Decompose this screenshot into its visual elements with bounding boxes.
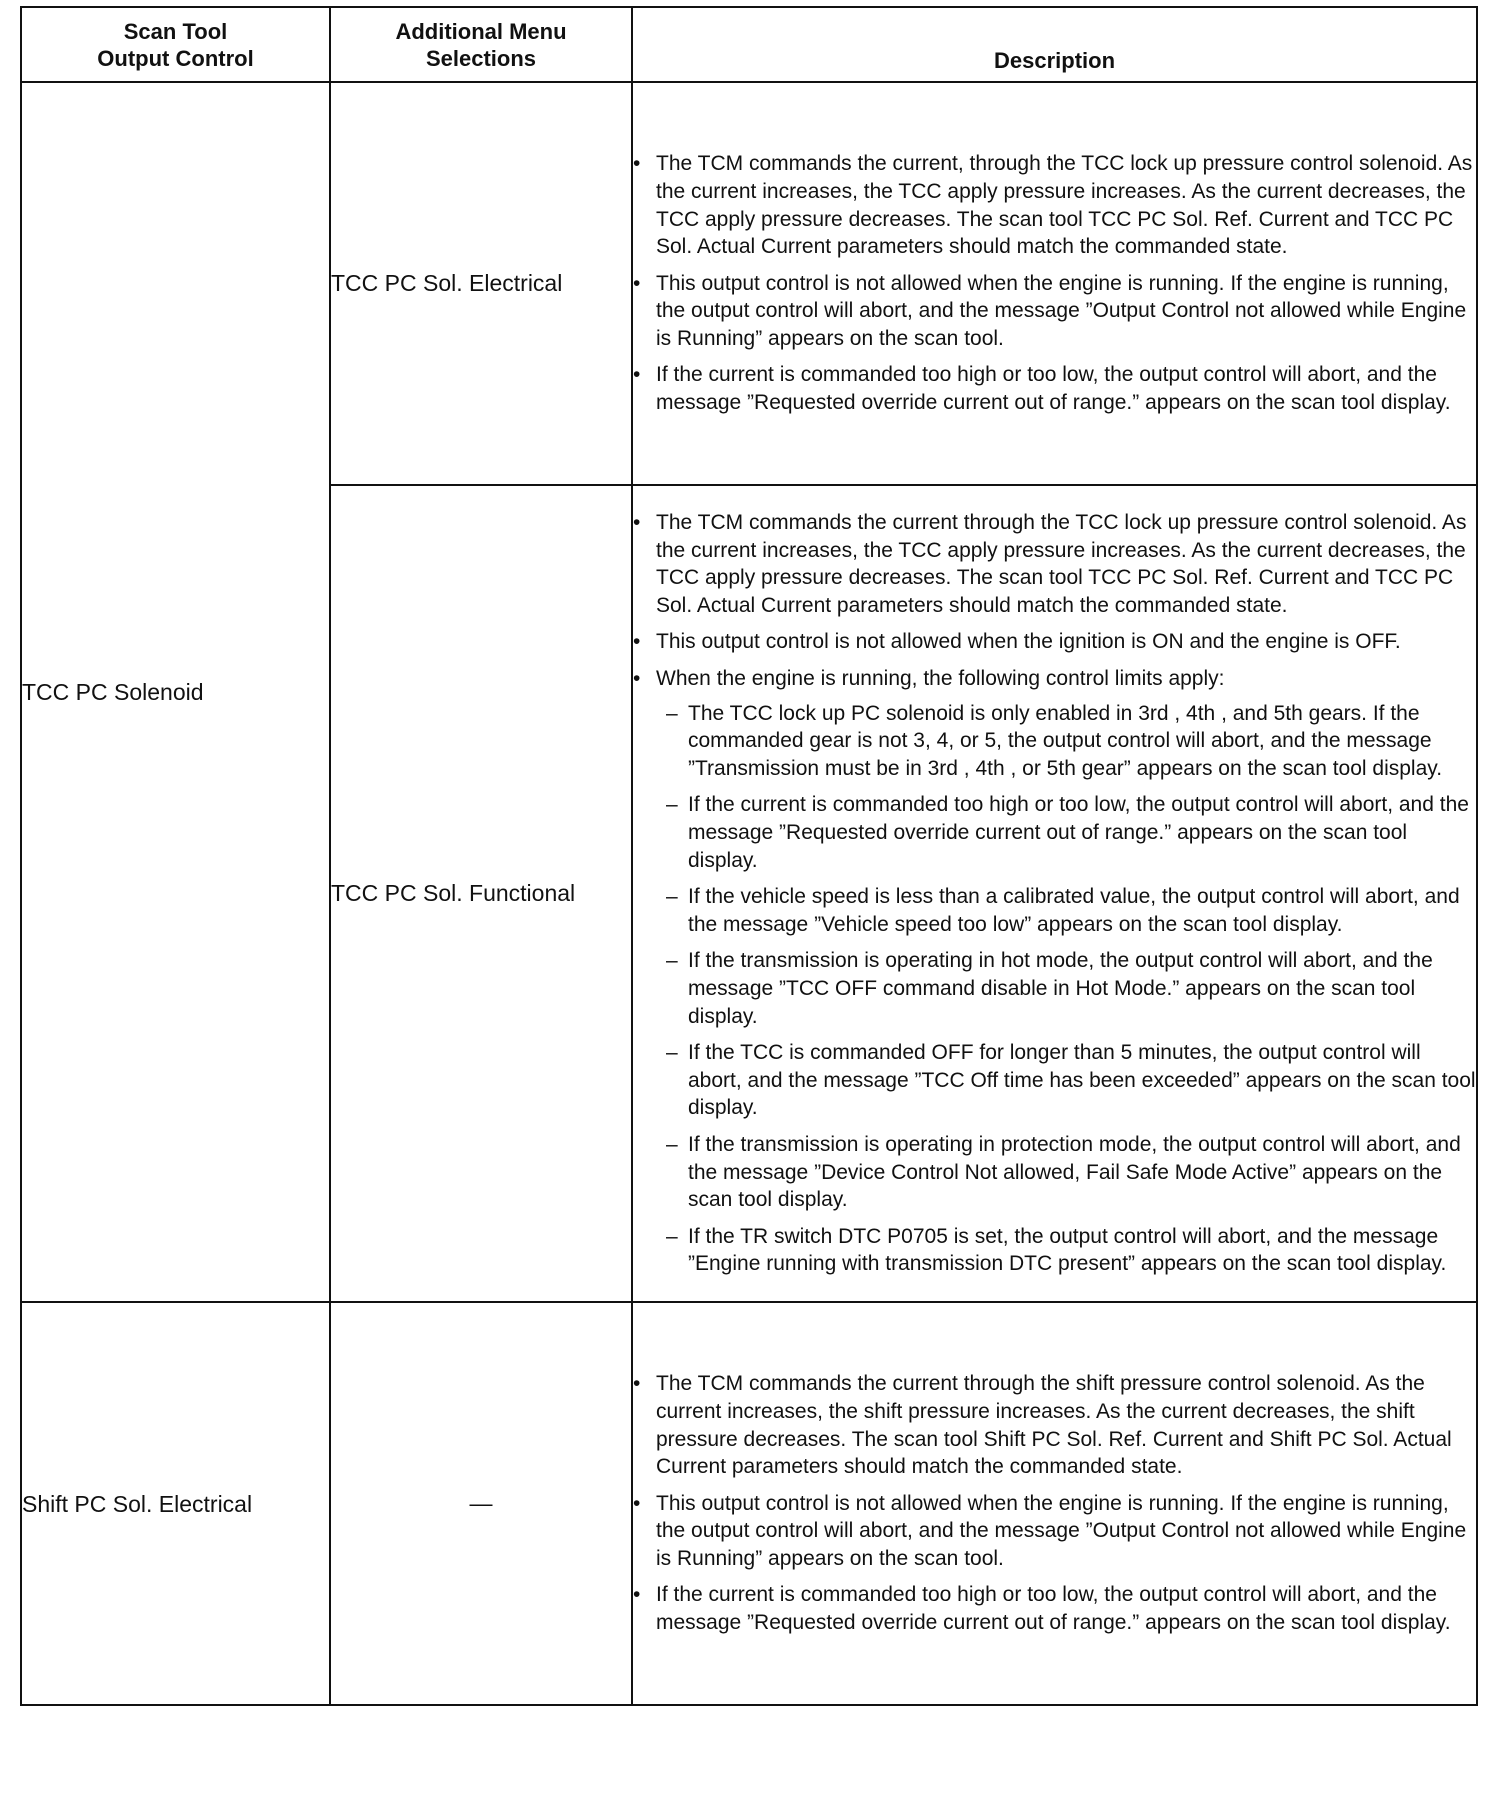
bullet-list (633, 150, 1476, 416)
bullet-item: • This output control is not allowed when the engine is running. If the engine is running, the output control will abort, and the message ”Output Control not allowed while Engine is Running” appears on the scan tool. (633, 1490, 1476, 1573)
bullet-item: • This output control is not allowed when the engine is running. If the engine is running, the output control will abort, and the message ”Output Control not allowed while Engine is Running” appears on the scan tool. (633, 270, 1476, 353)
bullet-item: • The TCM commands the current, through the TCC lock up pressure control solenoid. As the current increases, the TCC apply pressure increases. As the current decreases, the TCC apply pressure decreases. The scan tool TCC PC Sol. Ref. Current and TCC PC Sol. Actual Current parameters should match the commanded state. (633, 150, 1476, 260)
bullet-item: • If the current is commanded too high or too low, the output control will abort, and the message ”Requested override current out of range.” appears on the scan tool display. (633, 1581, 1476, 1636)
table-row (21, 82, 1477, 485)
bullet-list (633, 1370, 1476, 1636)
sub-list (656, 700, 1476, 1278)
header-additional-menu-selections: Additional Menu Selections (330, 7, 632, 82)
output-control-table (20, 6, 1478, 1706)
sub-item: – If the transmission is operating in hot mode, the output control will abort, and the message ”TCC OFF command disable in Hot Mode.” appears on the scan tool display. (656, 947, 1476, 1030)
sub-item: – If the current is commanded too high or too low, the output control will abort, and the message ”Requested override current out of range.” appears on the scan tool display. (656, 791, 1476, 874)
sub-item: – If the vehicle speed is less than a calibrated value, the output control will abort, and the message ”Vehicle speed too low” appears on the scan tool display. (656, 883, 1476, 938)
table-row (21, 1302, 1477, 1705)
sub-item: – If the TCC is commanded OFF for longer than 5 minutes, the output control will abort, and the message ”TCC Off time has been exceeded” appears on the scan tool display. (656, 1039, 1476, 1122)
menu-selection-cell: — (330, 1302, 632, 1705)
bullet-item (633, 665, 1476, 1278)
header-scan-tool-output-control: Scan Tool Output Control (21, 7, 330, 82)
bullet-item: • This output control is not allowed when the ignition is ON and the engine is OFF. (633, 628, 1476, 656)
description-cell (632, 82, 1477, 485)
description-cell (632, 1302, 1477, 1705)
sub-item: – The TCC lock up PC solenoid is only enabled in 3rd , 4th , and 5th gears. If the commanded gear is not 3, 4, or 5, the output control will abort, and the message ”Transmission must be in 3rd , 4th , or 5th gear” appears on the scan tool display. (656, 700, 1476, 783)
bullet-list (633, 509, 1476, 1278)
menu-selection-cell: TCC PC Sol. Functional (330, 485, 632, 1302)
output-control-cell: Shift PC Sol. Electrical (21, 1302, 330, 1705)
description-cell (632, 485, 1477, 1302)
bullet-item: • The TCM commands the current through the TCC lock up pressure control solenoid. As the current increases, the TCC apply pressure increases. As the current decreases, the TCC apply pressure decreases. The scan tool TCC PC Sol. Ref. Current and TCC PC Sol. Actual Current parameters should match the commanded state. (633, 509, 1476, 619)
sub-item: – If the TR switch DTC P0705 is set, the output control will abort, and the message ”Engine running with transmission DTC present” appears on the scan tool display. (656, 1223, 1476, 1278)
header-description: Description (632, 7, 1477, 82)
bullet-item: • The TCM commands the current through the shift pressure control solenoid. As the current increases, the shift pressure increases. As the current decreases, the shift pressure decreases. The scan tool Shift PC Sol. Ref. Current and Shift PC Sol. Actual Current parameters should match the commanded state. (633, 1370, 1476, 1480)
table-header-row (21, 7, 1477, 82)
bullet-item: • If the current is commanded too high or too low, the output control will abort, and the message ”Requested override current out of range.” appears on the scan tool display. (633, 361, 1476, 416)
output-control-cell: TCC PC Solenoid (21, 82, 330, 1302)
bullet-text: When the engine is running, the following control limits apply: (656, 667, 1225, 691)
sub-item: – If the transmission is operating in protection mode, the output control will abort, and the message ”Device Control Not allowed, Fail Safe Mode Active” appears on the scan tool display. (656, 1131, 1476, 1214)
menu-selection-cell: TCC PC Sol. Electrical (330, 82, 632, 485)
